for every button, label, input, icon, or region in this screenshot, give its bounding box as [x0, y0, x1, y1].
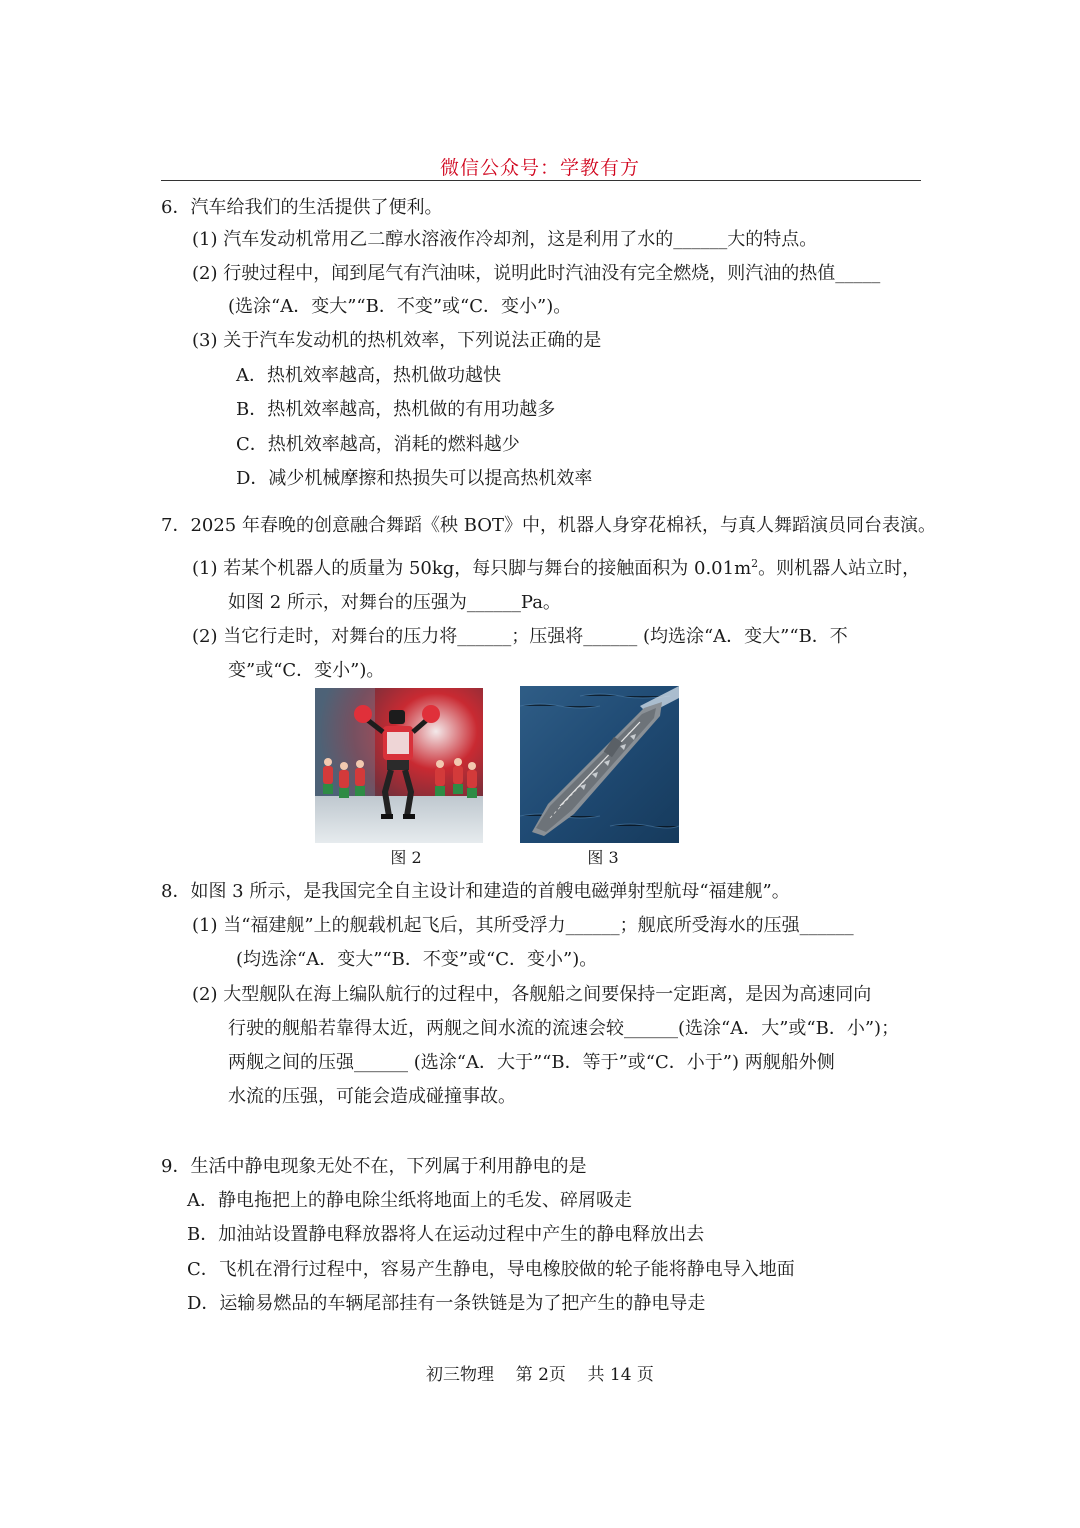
q9-option-b: B．加油站设置静电释放器将人在运动过程中产生的静电释放出去 [187, 1224, 705, 1245]
q6-stem: 6．汽车给我们的生活提供了便利。 [161, 197, 443, 218]
q6-option-a: A．热机效率越高，热机做功越快 [236, 365, 501, 386]
figure-3-aircraft-carrier-image [520, 686, 679, 843]
q9-stem: 9．生活中静电现象无处不在，下列属于利用静电的是 [161, 1156, 587, 1177]
page-header-title: 微信公众号：学教有方 [439, 157, 640, 179]
q6-option-b: B．热机效率越高，热机做的有用功越多 [236, 399, 556, 420]
q8-part1-line2: (均选涂“A．变大”“B．不变”或“C．变小”)。 [236, 949, 598, 970]
page-footer: 初三物理 第 2页 共 14 页 [426, 1365, 654, 1385]
q6-part1: (1) 汽车发动机常用乙二醇水溶液作冷却剂，这是利用了水的______大的特点。 [192, 229, 818, 250]
q6-part2-line1: (2) 行驶过程中，闻到尾气有汽油味，说明此时汽油没有完全燃烧，则汽油的热值_____ [192, 263, 881, 284]
q8-part1-line1: (1) 当“福建舰”上的舰载机起飞后，其所受浮力______；舰底所受海水的压强______ [192, 915, 854, 936]
q7-part2-line1: (2) 当它行走时，对舞台的压力将______；压强将______ (均选涂“A．变大”“B．不 [192, 626, 848, 647]
q9-option-d: D．运输易燃品的车辆尾部挂有一条铁链是为了把产生的静电导走 [187, 1293, 706, 1314]
figure-2-caption: 图 2 [390, 848, 422, 867]
figure-2-robot-dance-image [315, 688, 483, 843]
q8-part2-line2: 行驶的舰船若靠得太近，两舰之间水流的流速会较______(选涂“A．大”或“B．小”)； [228, 1018, 900, 1039]
q8-part2-line4: 水流的压强，可能会造成碰撞事故。 [228, 1086, 516, 1107]
q7-part1-text: (1) 若某个机器人的质量为 50kg，每只脚与舞台的接触面积为 0.01m [192, 558, 752, 579]
q7-part1-line1 [192, 557, 920, 581]
q6-option-d: D．减少机械摩擦和热损失可以提高热机效率 [236, 468, 593, 489]
figure-3-caption: 图 3 [587, 848, 619, 867]
q8-part2-line1: (2) 大型舰队在海上编队航行的过程中，各舰船之间要保持一定距离，是因为高速同向 [192, 984, 872, 1005]
q7-part1-line2: 如图 2 所示，对舞台的压强为______Pa。 [228, 592, 561, 613]
q7-stem: 7．2025 年春晚的创意融合舞蹈《秧 BOT》中，机器人身穿花棉袄，与真人舞蹈演员同台表演。 [161, 515, 937, 536]
q6-option-c: C．热机效率越高，消耗的燃料越少 [236, 434, 520, 455]
q7-part2-line2: 变”或“C．变小”)。 [228, 660, 385, 681]
q8-part2-line3: 两舰之间的压强______ (选涂“A．大于”“B．等于”或“C．小于”) 两舰船外侧 [228, 1052, 835, 1073]
q7-unit-superscript: 2 [751, 557, 759, 570]
q6-part3: (3) 关于汽车发动机的热机效率，下列说法正确的是 [192, 330, 602, 351]
q7-part1-tail: 。则机器人站立时， [758, 558, 921, 579]
q8-stem: 8．如图 3 所示，是我国完全自主设计和建造的首艘电磁弹射型航母“福建舰”。 [161, 881, 790, 902]
header-rule [161, 180, 921, 181]
q9-option-c: C．飞机在滑行过程中，容易产生静电，导电橡胶做的轮子能将静电导入地面 [187, 1259, 795, 1280]
q9-option-a: A．静电拖把上的静电除尘纸将地面上的毛发、碎屑吸走 [187, 1190, 632, 1211]
q6-part2-line2: (选涂“A．变大”“B．不变”或“C．变小”)。 [228, 296, 572, 317]
